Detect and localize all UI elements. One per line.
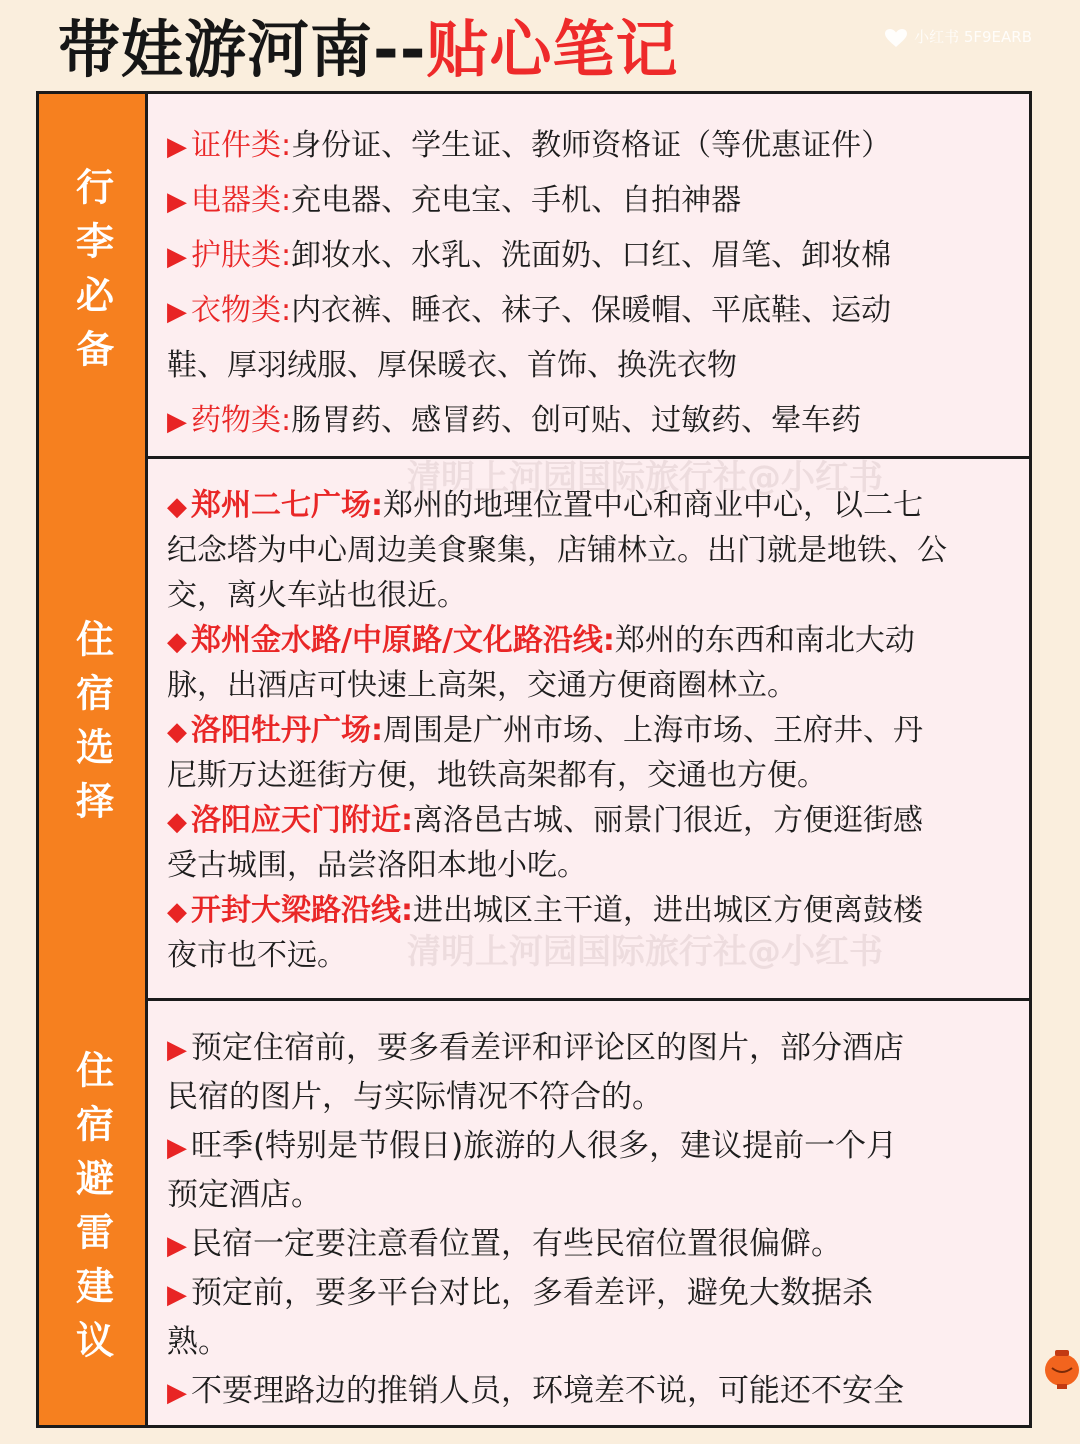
- lodging-item: ◆ 郑州二七广场:郑州的地理位置中心和商业中心，以二七: [167, 488, 923, 523]
- lodging-item-cont: 夜市也不远。: [167, 938, 347, 973]
- lodging-item-cont: 受古城围，品尝洛阳本地小吃。: [167, 848, 587, 883]
- label-tips: 住宿避雷建议: [39, 998, 148, 1425]
- tip-item-cont: 民宿的图片，与实际情况不符合的。: [167, 1079, 663, 1115]
- lodging-item-cont: 脉，出酒店可快速上高架，交通方便商圈林立。: [167, 668, 797, 703]
- packing-item: ▶ 衣物类:内衣裤、睡衣、袜子、保暖帽、平底鞋、运动: [167, 293, 892, 328]
- triangle-icon: ▶: [167, 242, 187, 272]
- tips-content: [167, 998, 1015, 1425]
- packing-item: ▶ 证件类:身份证、学生证、教师资格证（等优惠证件）: [167, 128, 892, 163]
- packing-item: ▶ 药物类:肠胃药、感冒药、创可贴、过敏药、晕车药: [167, 403, 862, 438]
- tip-item: ▶ 民宿一定要注意看位置，有些民宿位置很偏僻。: [167, 1226, 842, 1262]
- page-title: [58, 4, 678, 84]
- watermark-top: [884, 26, 1032, 48]
- row-tips: [39, 998, 1029, 1425]
- watermark-mid: 清明上河园国际旅行社@小红书: [407, 458, 883, 498]
- triangle-icon: ▶: [167, 1280, 187, 1310]
- lodging-item: ◆ 开封大梁路沿线:进出城区主干道，进出城区方便离鼓楼: [167, 893, 923, 928]
- row-packing: [39, 94, 1029, 459]
- triangle-icon: ▶: [167, 297, 187, 327]
- lodging-item: ◆ 郑州金水路/中原路/文化路沿线:郑州的东西和南北大动: [167, 623, 915, 658]
- heart-icon: [884, 28, 908, 48]
- diamond-icon: ◆: [167, 627, 187, 657]
- lantern-sticker-icon: [1040, 1346, 1080, 1390]
- packing-item: ▶ 护肤类:卸妆水、水乳、洗面奶、口红、眉笔、卸妆棉: [167, 238, 892, 273]
- tip-item: ▶ 预定住宿前，要多看差评和评论区的图片，部分酒店: [167, 1030, 904, 1066]
- packing-item-cont: 鞋、厚羽绒服、厚保暖衣、首饰、换洗衣物: [167, 348, 737, 383]
- packing-content: [167, 94, 1015, 456]
- lodging-content: [167, 456, 1015, 998]
- tip-item: ▶ 预定前，要多平台对比，多看差评，避免大数据杀: [167, 1275, 873, 1311]
- lodging-item-cont: 纪念塔为中心周边美食聚集，店铺林立。出门就是地铁、公: [167, 533, 947, 568]
- watermark-mid: 清明上河园国际旅行社@小红书: [407, 932, 883, 972]
- tip-item: ▶ 不要理路边的推销人员，环境差不说，可能还不安全: [167, 1373, 904, 1409]
- lodging-item: ◆ 洛阳牡丹广场:周围是广州市场、上海市场、王府井、丹: [167, 713, 923, 748]
- row-lodging: [39, 456, 1029, 1001]
- tip-item: ▶ 旺季(特别是节假日)旅游的人很多，建议提前一个月: [167, 1128, 898, 1164]
- triangle-icon: ▶: [167, 1231, 187, 1261]
- triangle-icon: ▶: [167, 132, 187, 162]
- triangle-icon: ▶: [167, 407, 187, 437]
- title-highlight: 贴心笔记: [426, 12, 679, 86]
- lodging-item-cont: 交，离火车站也很近。: [167, 578, 467, 613]
- diamond-icon: ◆: [167, 492, 187, 522]
- lodging-item: ◆ 洛阳应天门附近:离洛邑古城、丽景门很近，方便逛街感: [167, 803, 923, 838]
- diamond-icon: ◆: [167, 717, 187, 747]
- diamond-icon: ◆: [167, 897, 187, 927]
- triangle-icon: ▶: [167, 1133, 187, 1163]
- label-packing: 行李必备: [39, 94, 148, 456]
- notes-table: [36, 91, 1032, 1428]
- tip-item-cont: 预定酒店。: [167, 1177, 322, 1213]
- lodging-item-cont: 尼斯万达逛街方便，地铁高架都有，交通也方便。: [167, 758, 827, 793]
- triangle-icon: ▶: [167, 187, 187, 217]
- packing-item: ▶ 电器类:充电器、充电宝、手机、自拍神器: [167, 183, 742, 218]
- triangle-icon: ▶: [167, 1378, 187, 1408]
- tip-item-cont: 熟。: [167, 1324, 229, 1360]
- label-lodging: 住宿选择: [39, 456, 148, 998]
- title-main: 带娃游河南--: [58, 12, 427, 86]
- diamond-icon: ◆: [167, 807, 187, 837]
- triangle-icon: ▶: [167, 1035, 187, 1065]
- watermark-top-text: 小红书 5F9EARB: [914, 28, 1032, 46]
